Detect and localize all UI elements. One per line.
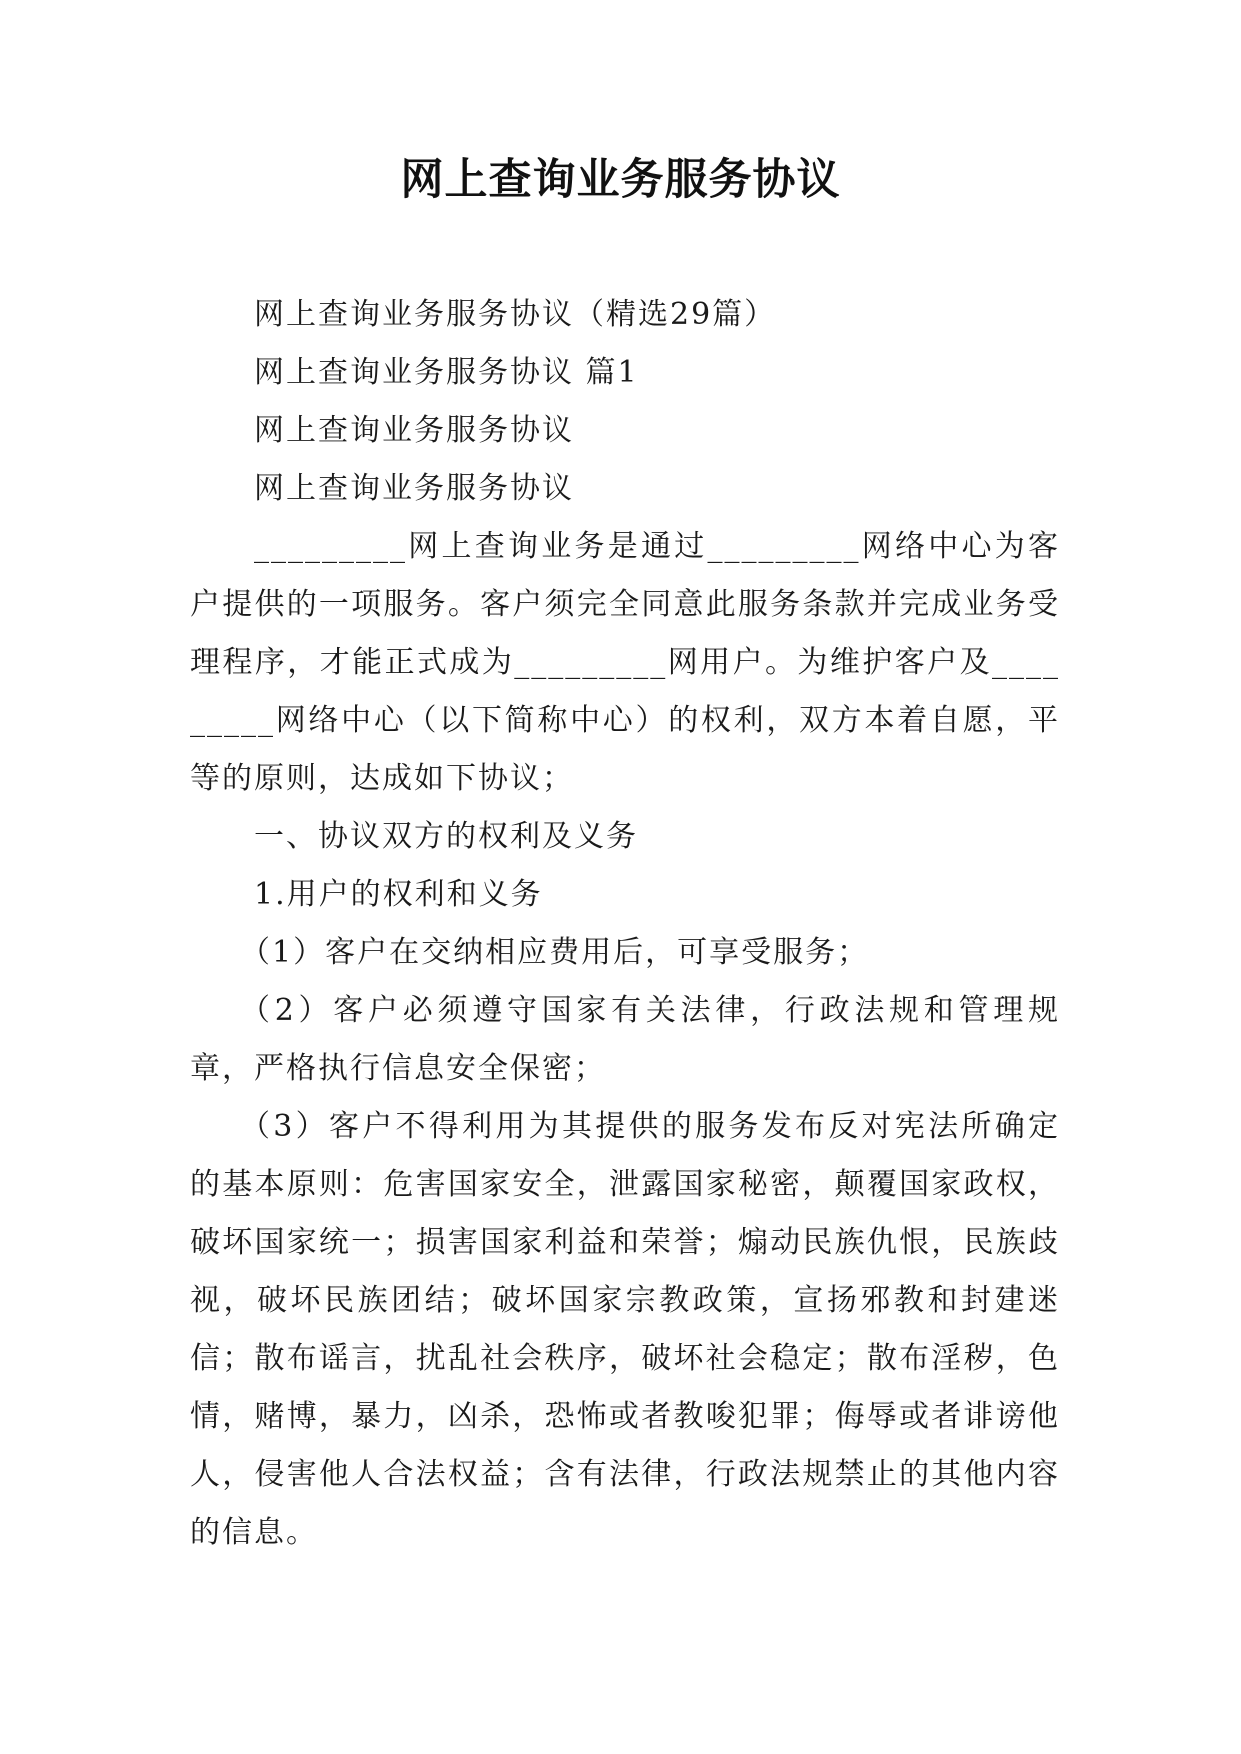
paragraph-item-3: （3）客户不得利用为其提供的服务发布反对宪法所确定的基本原则：危害国家安全，泄露国家秘密，颠覆国家政权，破坏国家统一；损害国家利益和荣誉；煽动民族仇恨，民族歧视，破坏民族团结；破坏国家宗教政策，宣扬邪教和封建迷信；散布谣言，扰乱社会秩序，破坏社会稳定；散布淫秽，色情，赌博，暴力，凶杀，恐怖或者教唆犯罪；侮辱或者诽谤他人，侵害他人合法权益；含有法律，行政法规禁止的其他内容的信息。 xyxy=(190,1109,1060,1550)
paragraph-subtitle: 网上查询业务服务协议（精选29篇） xyxy=(254,297,777,332)
paragraph-item-2: （2）客户必须遵守国家有关法律，行政法规和管理规章，严格执行信息安全保密； xyxy=(190,993,1060,1086)
paragraph-section-heading: 网上查询业务服务协议 篇1 xyxy=(254,355,639,390)
document-title: 网上查询业务服务协议 xyxy=(400,155,841,205)
paragraph-heading-repeat-2: 网上查询业务服务协议 xyxy=(254,471,574,506)
paragraph-heading-repeat-1: 网上查询业务服务协议 xyxy=(254,413,574,448)
paragraph-subclause-heading: 1.用户的权利和义务 xyxy=(254,877,543,912)
paragraph-intro: _________网上查询业务是通过_________网络中心为客户提供的一项服务。客户须完全同意此服务条款并完成业务受理程序，才能正式成为_________网用户。为维护客户及_________网络中心（以下简称中心）的权利，双方本着自愿，平等的原则，达成如下协议； xyxy=(190,529,1060,796)
document-body xyxy=(190,286,1060,1562)
paragraph-item-1: （1）客户在交纳相应费用后，可享受服务； xyxy=(240,935,870,970)
paragraph-clause-heading: 一、协议双方的权利及义务 xyxy=(254,819,638,854)
